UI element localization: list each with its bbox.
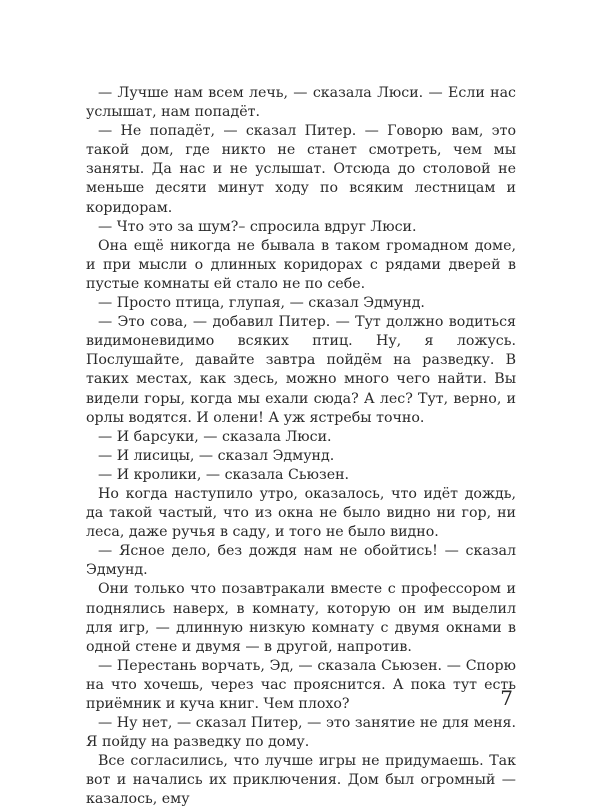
paragraph: — Что это за шум?– спросила вдруг Люси. xyxy=(98,218,417,235)
body-text xyxy=(86,84,516,810)
paragraph: — И барсуки, — сказала Люси. xyxy=(98,428,332,445)
paragraph: Но когда наступило утро, оказалось, что идёт дождь, да такой частый, что из окна не было видно ни гор, ни леса, даже ручья в саду, и того не было видно. xyxy=(86,485,516,541)
paragraph: — Перестань ворчать, Эд, — сказала Сьюзен. — Спорю на что хочешь, через час прояснится. А пока тут есть приёмник и куча книг. Чем плохо? xyxy=(86,657,516,712)
paragraph: — Это сова, — добавил Питер. — Тут должно водиться видимоневидимо всяких птиц. Ну, я ложусь. Послушайте, давайте завтра пойдём на разведку. В таких местах, как здесь, можно много чего найти. Вы видели горы, когда мы ехали сюда? А лес? Тут, верно, и орлы водятся. И олени! А уж ястребы точно. xyxy=(86,314,516,426)
paragraph: — Ясное дело, без дождя нам не обойтись! — сказал Эдмунд. xyxy=(86,543,516,579)
page-number: 7 xyxy=(500,686,513,710)
paragraph: — И лисицы, — сказал Эдмунд. xyxy=(98,447,335,464)
paragraph: — Ну нет, — сказал Питер, — это занятие не для меня. Я пойду на разведку по дому. xyxy=(86,715,516,751)
paragraph: — Не попадёт, — сказал Питер. — Говорю вам, это такой дом, где никто не станет смотреть, чем мы заняты. Да нас и не услышат. Отсюда до столовой не меньше десяти минут ходу по всяким лестницам и коридорам. xyxy=(86,123,516,216)
paragraph: — И кролики, — сказала Сьюзен. xyxy=(98,466,350,483)
paragraph: Она ещё никогда не бывала в таком громадном доме, и при мысли о длинных коридорах с рядами дверей в пустые комнаты ей стало не по себе. xyxy=(86,237,516,292)
paragraph: Они только что позавтракали вместе с профессором и поднялись наверх, в комнату, которую он им выделил для игр, — длинную низкую комнату с двумя окнами в одной стене и двумя — в другой, напротив. xyxy=(86,581,516,655)
paragraph: — Лучше нам всем лечь, — сказала Люси. — Если нас услышат, нам попадёт. xyxy=(86,85,516,121)
paragraph: Все согласились, что лучше игры не придумаешь. Так вот и начались их приключения. Дом был огромный — казалось, ему xyxy=(86,753,516,808)
paragraph: — Просто птица, глупая, — сказал Эдмунд. xyxy=(98,295,425,312)
